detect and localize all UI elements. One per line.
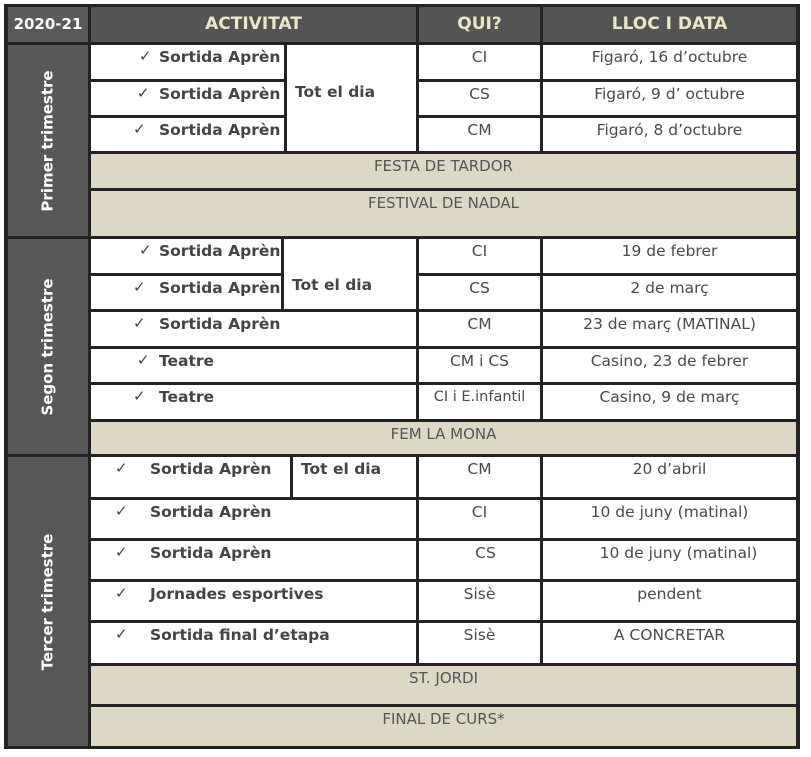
- table-row-place-date: A CONCRETAR: [543, 623, 796, 663]
- table-row-who: CM: [419, 457, 540, 497]
- table-row-place-date: Casino, 23 de febrer: [543, 349, 796, 382]
- table-row-activity: ✓ Teatre: [91, 349, 416, 382]
- table-row-activity: ✓ Sortida Aprèn: [91, 239, 281, 273]
- event-band-nadal: FESTIVAL DE NADAL: [91, 191, 796, 236]
- table-row-place-date: Figaró, 9 d’ octubre: [543, 82, 796, 115]
- term-label-third: [8, 457, 88, 746]
- event-band-mona: FEM LA MONA: [91, 422, 796, 454]
- table-row-who: CI: [419, 500, 540, 538]
- header-who: QUI?: [419, 7, 540, 42]
- table-row-activity: ✓ Sortida Aprèn: [91, 276, 281, 309]
- term-first-text: Primer trimestre: [38, 69, 57, 212]
- table-row-place-date: Casino, 9 de març: [543, 385, 796, 419]
- table-row-activity: ✓ Sortida Aprèn: [91, 541, 416, 579]
- table-row-activity: ✓ Sortida Aprèn: [91, 312, 416, 346]
- all-day-note: Tot el dia: [287, 45, 416, 151]
- table-row-activity: ✓ Sortida Aprèn: [91, 82, 284, 115]
- table-row-place-date: 2 de març: [543, 276, 796, 309]
- term-label-second: [8, 239, 88, 454]
- table-row-place-date: pendent: [543, 582, 796, 620]
- header-place-date: LLOC I DATA: [543, 7, 796, 42]
- table-row-activity: ✓ Sortida Aprèn: [91, 118, 284, 151]
- table-row-who: CI: [419, 45, 540, 79]
- table-row-who: Sisè: [419, 582, 540, 620]
- table-row-place-date: 10 de juny (matinal): [543, 500, 796, 538]
- check-icon: ✓: [137, 84, 150, 102]
- header-year: 2020-21: [8, 7, 88, 42]
- table-row-activity: ✓ Sortida Aprèn: [91, 45, 284, 79]
- table-row-who: CM: [419, 118, 540, 151]
- term-second-text: Segon trimestre: [38, 277, 57, 416]
- table-row-who: CS: [419, 276, 540, 309]
- table-row-who: CM: [419, 312, 540, 346]
- table-row-who: CS: [419, 82, 540, 115]
- check-icon: ✓: [133, 120, 146, 138]
- table-row-place-date: 19 de febrer: [543, 239, 796, 273]
- check-icon: ✓: [115, 625, 128, 643]
- table-row-place-date: 10 de juny (matinal): [543, 541, 796, 579]
- header-activity: ACTIVITAT: [91, 7, 416, 42]
- event-band-final: FINAL DE CURS*: [91, 707, 796, 746]
- table-row-place-date: 20 d’abril: [543, 457, 796, 497]
- all-day-note: Tot el dia: [293, 457, 416, 497]
- table-row-who: CS: [419, 541, 540, 579]
- term-third-text: Tercer trimestre: [38, 533, 57, 670]
- table-row-activity: ✓ Sortida final d’etapa: [91, 623, 416, 663]
- check-icon: ✓: [115, 584, 128, 602]
- table-row-activity: ✓ Teatre: [91, 385, 416, 419]
- table-row-place-date: 23 de març (MATINAL): [543, 312, 796, 346]
- all-day-note: Tot el dia: [284, 239, 416, 309]
- check-icon: ✓: [139, 47, 152, 65]
- table-row-activity: ✓ Sortida Aprèn: [91, 457, 290, 497]
- table-row-activity: ✓ Jornades esportives: [91, 582, 416, 620]
- check-icon: ✓: [115, 459, 128, 477]
- check-icon: ✓: [115, 543, 128, 561]
- check-icon: ✓: [115, 502, 128, 520]
- check-icon: ✓: [133, 314, 146, 332]
- table-row-who: CI i E.infantil: [419, 385, 540, 419]
- event-band-tardor: FESTA DE TARDOR: [91, 154, 796, 188]
- table-row-activity: ✓ Sortida Aprèn: [91, 500, 416, 538]
- table-row-who: Sisè: [419, 623, 540, 663]
- term-label-first: [8, 45, 88, 236]
- check-icon: ✓: [133, 278, 146, 296]
- check-icon: ✓: [139, 241, 152, 259]
- table-row-place-date: Figaró, 8 d’octubre: [543, 118, 796, 151]
- table-row-who: CI: [419, 239, 540, 273]
- table-row-place-date: Figaró, 16 d’octubre: [543, 45, 796, 79]
- table-row-who: CM i CS: [419, 349, 540, 382]
- check-icon: ✓: [137, 351, 150, 369]
- check-icon: ✓: [133, 387, 146, 405]
- event-band-jordi: ST. JORDI: [91, 666, 796, 704]
